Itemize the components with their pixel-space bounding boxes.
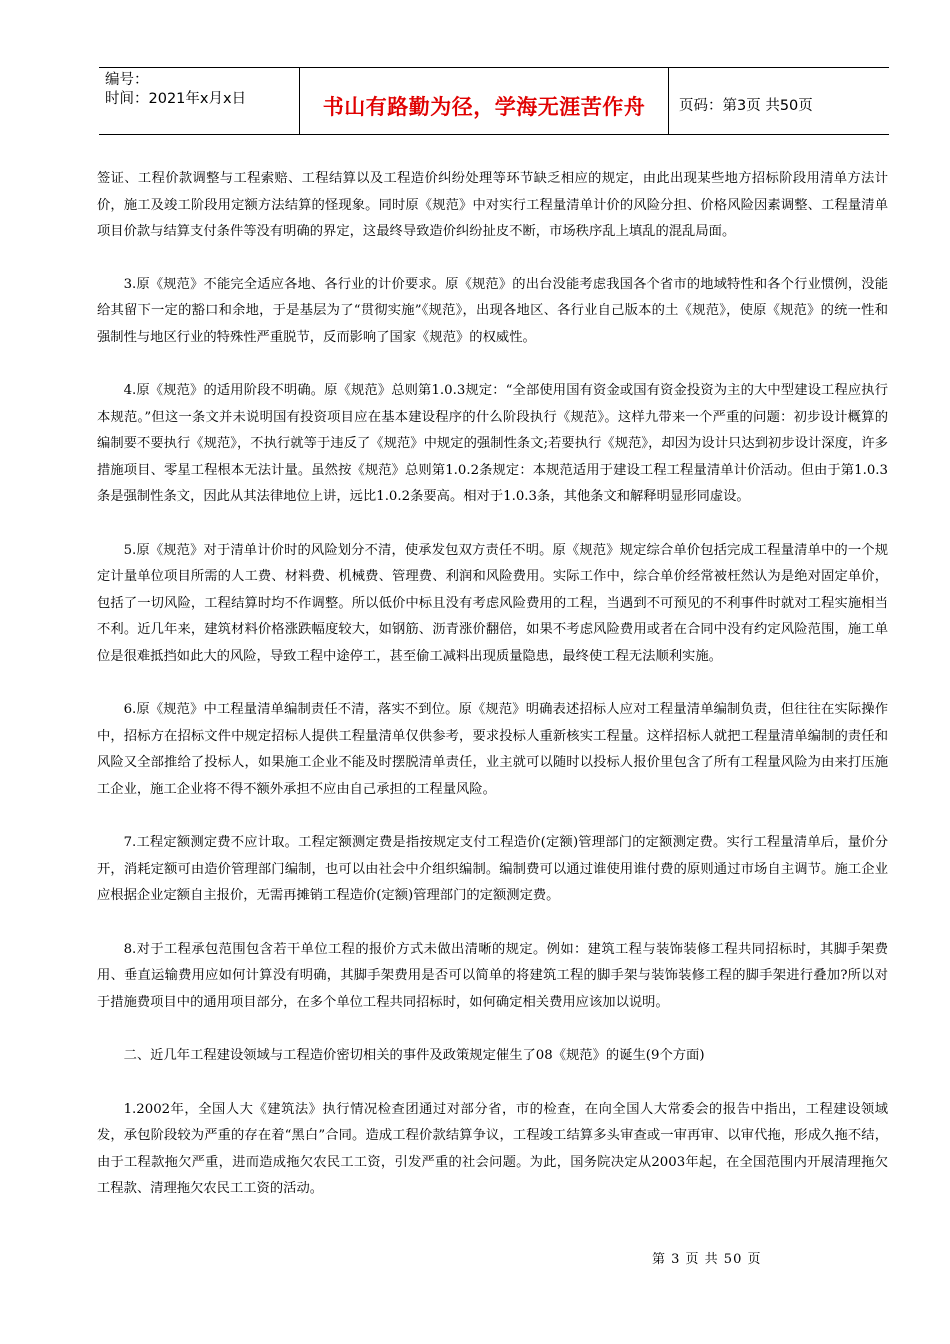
- document-body: [97, 166, 888, 1230]
- paragraph: 1.2002年，全国人大《建筑法》执行情况检查团通过对部分省，市的检查，在向全国人大常委会的报告中指出，工程建设领域发，承包阶段较为严重的存在着“黑白”合同。造成工程价款结算争议，工程竣工结算多头审查或一审再审、以审代拖，形成久拖不结，由于工程款拖欠严重，进而造成拖欠农民工工资，引发严重的社会问题。为此，国务院决定从2003年起，在全国范围内开展清理拖欠工程款、清理拖欠农民工工资的活动。: [97, 1101, 888, 1196]
- paragraph: 4.原《规范》的适用阶段不明确。原《规范》总则第1.0.3规定：“全部使用国有资金或国有资金投资为主的大中型建设工程应执行本规范。”但这一条文并未说明国有投资项目应在基本建设程序的什么阶段执行《规范》。这样九带来一个严重的问题：初步设计概算的编制要不要执行《规范》，不执行就等于违反了《规范》中规定的强制性条文;若要执行《规范》，却因为设计只达到初步设计深度，许多措施项目、零星工程根本无法计量。虽然按《规范》总则第1.0.2条规定：本规范适用于建设工程工程量清单计价活动。但由于第1.0.3条是强制性条文，因此从其法律地位上讲，远比1.0.2条要高。相对于1.0.3条，其他条文和解释明显形同虚设。: [97, 383, 888, 504]
- header-page-info: 页码：第3页 共50页: [679, 98, 813, 114]
- paragraph: 7.工程定额测定费不应计取。工程定额测定费是指按规定支付工程造价(定额)管理部门的定额测定费。实行工程量清单后，量价分开，消耗定额可由造价管理部门编制，也可以由社会中介组织编制。编制费可以通过谁使用谁付费的原则通过市场自主调节。施工企业应根据企业定额自主报价，无需再摊销工程造价(定额)管理部门的定额测定费。: [97, 835, 888, 903]
- page-footer: 第 3 页 共 50 页: [652, 1252, 762, 1267]
- page-header: [99, 67, 889, 135]
- header-motto: 书山有路勤为径，学海无涯苦作舟: [300, 68, 669, 134]
- document-time-label: 时间：2021年x月x日: [105, 91, 247, 107]
- paragraph: 8.对于工程承包范围包含若干单位工程的报价方式未做出清晰的规定。例如：建筑工程与装饰装修工程共同招标时，其脚手架费用、垂直运输费用应如何计算没有明确，其脚手架费用是否可以简单的将建筑工程的脚手架与装饰装修工程的脚手架进行叠加?所以对于措施费项目中的通用项目部分，在多个单位工程共同招标时，如何确定相关费用应该加以说明。: [97, 941, 888, 1010]
- paragraph: 3.原《规范》不能完全适应各地、各行业的计价要求。原《规范》的出台没能考虑我国各个省市的地域特性和各个行业惯例，没能给其留下一定的豁口和余地，于是基层为了“贯彻实施”《规范》，出现各地区、各行业自己版本的土《规范》，使原《规范》的统一性和强制性与地区行业的特殊性严重脱节，反而影响了国家《规范》的权威性。: [97, 276, 888, 345]
- paragraph: 签证、工程价款调整与工程索赔、工程结算以及工程造价纠纷处理等环节缺乏相应的规定，由此出现某些地方招标阶段用清单方法计价，施工及竣工阶段用定额方法结算的怪现象。同时原《规范》中对实行工程量清单计价的风险分担、价格风险因素调整、工程量清单项目价款与结算支付条件等没有明确的界定，这最终导致造价纠纷扯皮不断，市场秩序乱上填乱的混乱局面。: [97, 171, 888, 239]
- header-meta: [99, 68, 300, 134]
- paragraph: 5.原《规范》对于清单计价时的风险划分不清，使承发包双方责任不明。原《规范》规定综合单价包括完成工程量清单中的一个规定计量单位项目所需的人工费、材料费、机械费、管理费、利润和风险费用。实际工作中，综合单价经常被枉然认为是绝对固定单价，包括了一切风险，工程结算时均不作调整。所以低价中标且没有考虑风险费用的工程，当遇到不可预见的不利事件时就对工程实施相当不利。近几年来，建筑材料价格涨跌幅度较大，如钢筋、沥青涨价翻倍，如果不考虑风险费用或者在合同中没有约定风险范围，施工单位是很难抵挡如此大的风险，导致工程中途停工，甚至偷工减料出现质量隐患，最终使工程无法顺利实施。: [97, 542, 888, 664]
- section-heading: 二、近几年工程建设领域与工程造价密切相关的事件及政策规定催生了08《规范》的诞生(9个方面): [123, 1048, 705, 1063]
- paragraph: 6.原《规范》中工程量清单编制责任不清，落实不到位。原《规范》明确表述招标人应对工程量清单编制负责，但往往在实际操作中，招标方在招标文件中规定招标人提供工程量清单仅供参考，要求投标人重新核实工程量。这样招标人就把工程量清单编制的责任和风险又全部推给了投标人，如果施工企业不能及时摆脱清单责任，业主就可以随时以投标人报价里包含了所有工程量风险为由来打压施工企业，施工企业将不得不额外承担不应由自己承担的工程量风险。: [97, 702, 888, 797]
- document-number-label: 编号：: [105, 72, 149, 88]
